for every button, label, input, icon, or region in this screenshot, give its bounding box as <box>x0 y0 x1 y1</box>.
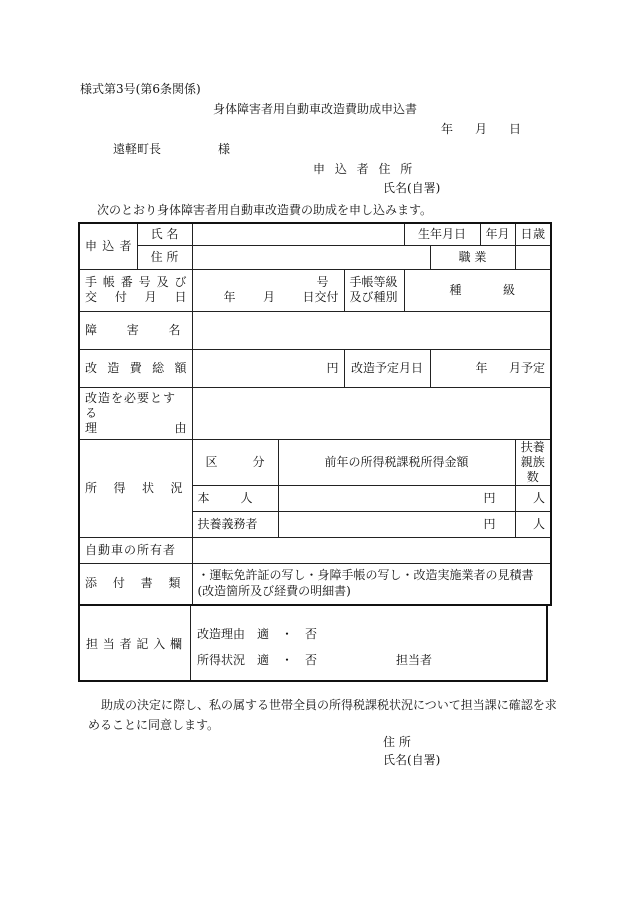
intro-text: 次のとおり身体障害者用自動車改造費の助成を申し込みます。 <box>97 203 433 217</box>
applicant-name-label: 氏名(自署) <box>383 181 441 195</box>
staff-person-label: 担当者 <box>396 653 433 667</box>
handbook-label-line2: 交 付 月 日 <box>85 290 187 304</box>
handbook-label <box>79 269 192 311</box>
application-table <box>78 222 552 606</box>
birth-date-field[interactable] <box>480 223 515 245</box>
applicant-address-label: 申 込 者 住 所 <box>313 162 416 176</box>
attachments-text: ・運転免許証の写し・身障手帳の写し・改造実施業者の見積書(改造箇所及び経費の明細書) <box>192 563 551 605</box>
staff-reason-row: 改造理由 適 ・ 否 <box>197 627 318 641</box>
form-title: 身体障害者用自動車改造費助成申込書 <box>213 102 418 116</box>
name-field[interactable] <box>192 223 404 245</box>
birth-month: 月 <box>497 226 510 241</box>
handbook-issued: 日交付 <box>302 290 339 304</box>
grade-field[interactable] <box>404 269 551 311</box>
job-label: 職 業 <box>430 245 515 269</box>
job-field[interactable] <box>515 245 551 269</box>
birth-year: 年 <box>485 226 498 241</box>
addressee: 遠軽町長 <box>113 142 162 156</box>
plan-date-field[interactable] <box>430 349 551 387</box>
yen-unit: 円 <box>326 360 339 375</box>
supporter-dependents-field[interactable] <box>515 511 551 537</box>
birth-day: 日 <box>520 226 533 241</box>
col-category: 区 分 <box>192 439 278 485</box>
footer-address-label: 住 所 <box>383 735 411 749</box>
honorific: 様 <box>218 142 231 156</box>
total-cost-field[interactable] <box>192 349 344 387</box>
grade-kind: 種 <box>449 282 462 297</box>
footer-name-label: 氏名(自署) <box>383 753 441 767</box>
form-number: 様式第3号(第6条関係) <box>80 82 201 96</box>
owner-label: 自動車の所有者 <box>79 537 192 563</box>
income-label: 所 得 状 況 <box>79 439 192 537</box>
reason-label-line1: 改造を必要とする <box>85 390 177 420</box>
col-income: 前年の所得税課税所得金額 <box>278 439 515 485</box>
grade-grade: 級 <box>503 282 516 297</box>
handbook-field[interactable] <box>192 269 344 311</box>
name-label: 氏 名 <box>137 223 192 245</box>
address-label: 住 所 <box>137 245 192 269</box>
date-day: 日 <box>508 122 521 136</box>
disability-label: 障 害 名 <box>79 311 192 349</box>
row-supporter-label: 扶養義務者 <box>192 511 278 537</box>
handbook-date-units <box>198 290 339 305</box>
applicant-label: 申 込 者 <box>79 223 137 269</box>
plan-date-label: 改造予定月日 <box>344 349 430 387</box>
consent-line-1: 助成の決定に際し、私の属する世帯全員の所得税課税状況について担当課に確認を求 <box>101 698 557 712</box>
reason-label: 改造を必要とする 理 由 <box>79 387 192 439</box>
grade-label <box>344 269 404 311</box>
consent-line-2: めることに同意します。 <box>88 718 220 732</box>
supporter-yen-unit: 円 <box>483 516 496 531</box>
total-cost-label: 改 造 費 総 額 <box>79 349 192 387</box>
owner-field[interactable] <box>192 537 551 563</box>
staff-box <box>78 604 548 682</box>
handbook-number-unit: 号 <box>316 275 329 289</box>
supporter-income-field[interactable] <box>278 511 515 537</box>
col-dependents: 扶養親族数 <box>515 439 551 485</box>
self-yen-unit: 円 <box>483 490 496 505</box>
plan-month: 月予定 <box>509 360 546 375</box>
self-person-unit: 人 <box>533 490 546 505</box>
supporter-person-unit: 人 <box>533 516 546 531</box>
application-date <box>441 123 521 135</box>
self-dependents-field[interactable] <box>515 485 551 511</box>
self-income-field[interactable] <box>278 485 515 511</box>
attachments-label: 添 付 書 類 <box>79 563 192 605</box>
date-month: 月 <box>474 122 487 136</box>
handbook-label-line1: 手 帳 番 号 及 び <box>85 275 187 289</box>
age-field[interactable] <box>515 223 551 245</box>
plan-year: 年 <box>475 360 488 375</box>
age-unit: 歳 <box>533 226 546 241</box>
handbook-month: 月 <box>262 290 275 304</box>
handbook-year: 年 <box>223 290 236 304</box>
staff-divider <box>190 606 191 680</box>
disability-field[interactable] <box>192 311 551 349</box>
birth-label: 生年月日 <box>404 223 480 245</box>
address-field[interactable] <box>192 245 430 269</box>
staff-box-label: 担 当 者 記 入 欄 <box>86 637 182 651</box>
row-self-label: 本 人 <box>192 485 278 511</box>
grade-label-line1: 手帳等級 <box>349 275 398 289</box>
grade-label-line2: 及び種別 <box>349 290 398 304</box>
date-year: 年 <box>441 122 454 136</box>
reason-field[interactable] <box>192 387 551 439</box>
staff-income-row: 所得状況 適 ・ 否 <box>197 653 318 667</box>
